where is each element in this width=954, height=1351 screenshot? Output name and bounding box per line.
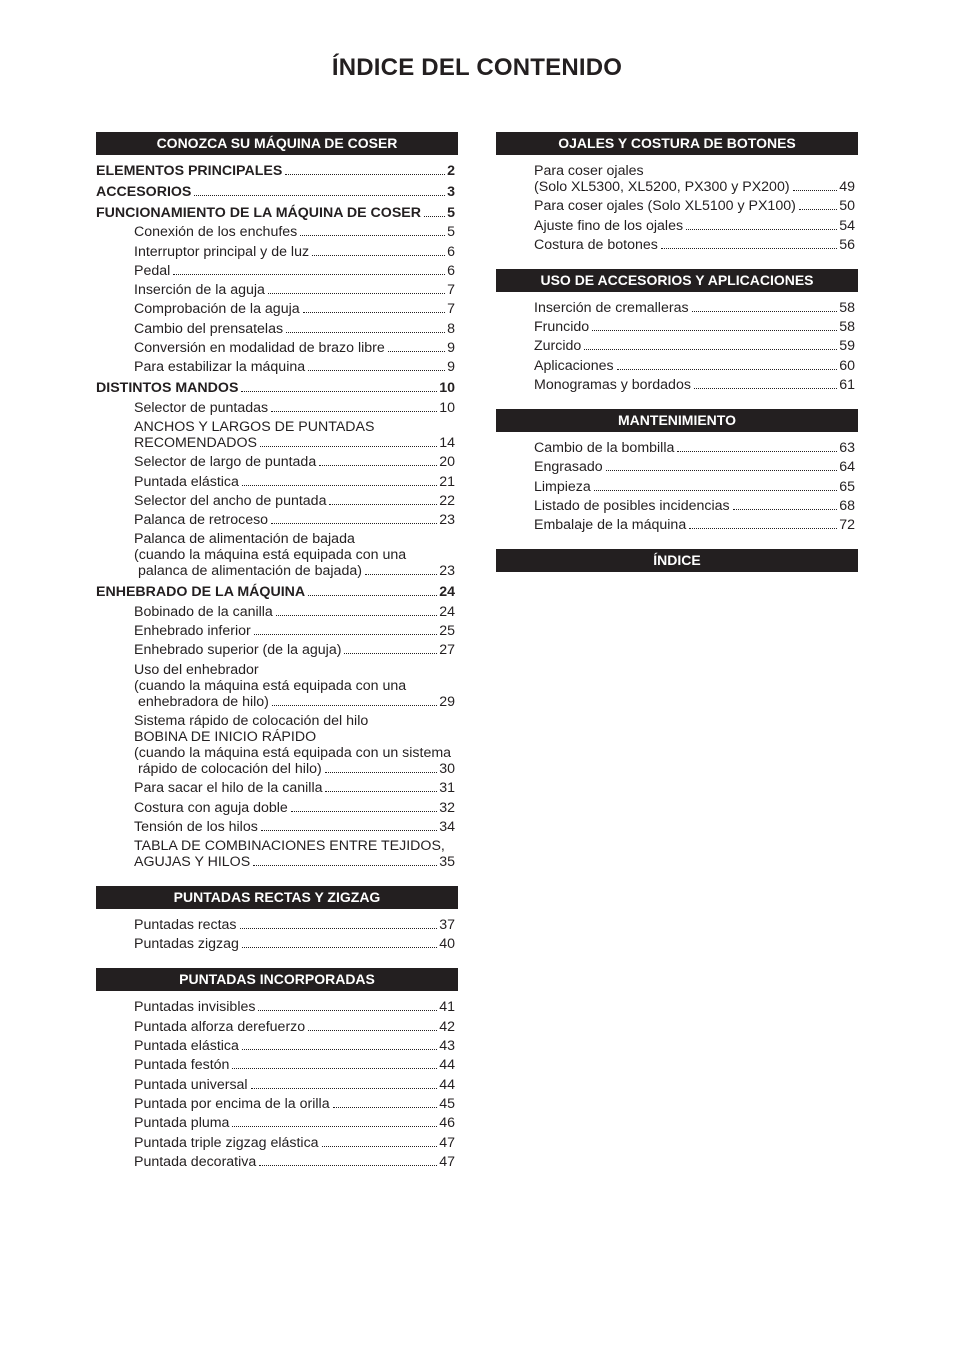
toc-entry[interactable] — [96, 282, 458, 298]
toc-page-number: 30 — [439, 760, 455, 777]
dot-leader — [240, 928, 438, 929]
toc-entry-label: Zurcido — [534, 338, 582, 355]
toc-page-number: 29 — [439, 693, 455, 710]
toc-entry-label: Cambio de la bombilla — [534, 440, 675, 457]
toc-entry[interactable] — [96, 854, 458, 870]
toc-entry[interactable] — [96, 1135, 458, 1151]
toc-entry-label: Interruptor principal y de luz — [134, 243, 310, 260]
toc-entry[interactable] — [96, 694, 458, 710]
dot-leader — [232, 1126, 437, 1127]
dot-leader — [677, 451, 837, 452]
dot-leader — [365, 574, 437, 575]
toc-page-number: 40 — [439, 936, 455, 953]
toc-section-uso-de-accesorios-y-aplicaciones — [496, 269, 858, 393]
toc-entry-label: Limpieza — [534, 478, 591, 495]
dot-leader — [424, 216, 445, 217]
toc-entry-label: Palanca de retroceso — [134, 512, 269, 529]
toc-page-number: 50 — [839, 198, 855, 215]
dot-leader — [232, 1068, 437, 1069]
toc-entry[interactable] — [496, 179, 858, 195]
toc-entry-label: Puntada elástica — [134, 1038, 239, 1055]
toc-entry-label: Puntadas zigzag — [134, 936, 239, 953]
toc-page-number: 41 — [439, 999, 455, 1016]
dot-leader — [276, 615, 437, 616]
toc-entry[interactable] — [496, 198, 858, 214]
dot-leader — [259, 1165, 437, 1166]
toc-entry[interactable] — [496, 440, 858, 456]
section-heading: PUNTADAS INCORPORADAS — [96, 968, 458, 991]
toc-entry-text: (cuando la máquina está equipada con una — [134, 547, 407, 564]
dot-leader — [694, 388, 837, 389]
toc-entry-label: Embalaje de la máquina — [534, 517, 687, 534]
toc-entry[interactable] — [496, 319, 858, 335]
toc-page-number: 20 — [439, 454, 455, 471]
toc-entry-text: TABLA DE COMBINACIONES ENTRE TEJIDOS, — [134, 838, 445, 855]
toc-section-puntadas-rectas-y-zigzag — [96, 886, 458, 952]
dot-leader — [661, 248, 837, 249]
toc-entry[interactable] — [96, 819, 458, 835]
toc-section-conozca-su-maquina-de-coser — [96, 132, 458, 870]
toc-entry-label: Aplicaciones — [534, 357, 614, 374]
dot-leader — [793, 190, 838, 191]
dot-leader — [173, 274, 445, 275]
toc-page-number: 5 — [447, 224, 455, 241]
dot-leader — [271, 523, 437, 524]
toc-entry[interactable] — [96, 380, 458, 396]
dot-leader — [329, 504, 437, 505]
toc-page-number: 24 — [439, 584, 455, 601]
toc-entry[interactable] — [96, 1038, 458, 1054]
toc-page-number: 46 — [439, 1115, 455, 1132]
toc-page-number: 59 — [839, 338, 855, 355]
toc-entry[interactable] — [496, 479, 858, 495]
toc-entry-text: (cuando la máquina está equipada con una — [134, 677, 407, 694]
toc-entry[interactable] — [496, 218, 858, 234]
dot-leader — [308, 370, 445, 371]
toc-page-number: 35 — [439, 854, 455, 871]
toc-entry-label: Enhebrado inferior — [134, 623, 251, 640]
toc-entry-label: Ajuste fino de los ojales — [534, 217, 684, 234]
toc-entry-label: Para sacar el hilo de la canilla — [134, 780, 323, 797]
dot-leader — [325, 772, 438, 773]
dot-leader — [242, 947, 437, 948]
toc-entry-label: RECOMENDADOS — [134, 434, 257, 451]
toc-page-number: 37 — [439, 917, 455, 934]
toc-page-number: 72 — [839, 517, 855, 534]
toc-entry-label: Inserción de cremalleras — [534, 299, 689, 316]
toc-entry-label: Puntadas invisibles — [134, 999, 256, 1016]
dot-leader — [308, 1030, 437, 1031]
dot-leader — [300, 235, 445, 236]
toc-page-number: 6 — [447, 262, 455, 279]
toc-entry-label: Listado de posibles incidencias — [534, 497, 730, 514]
toc-entry-label: Cambio del prensatelas — [134, 320, 284, 337]
dot-leader — [733, 509, 838, 510]
toc-entry-text: Para coser ojales — [534, 163, 644, 179]
toc-entry[interactable] — [96, 205, 458, 221]
toc-entry[interactable] — [96, 340, 458, 356]
toc-page-number: 45 — [439, 1095, 455, 1112]
toc-entry[interactable] — [96, 563, 458, 579]
toc-entry[interactable] — [96, 936, 458, 952]
toc-page-number: 58 — [839, 319, 855, 336]
toc-entry[interactable] — [96, 493, 458, 509]
toc-entry[interactable] — [96, 1077, 458, 1093]
toc-entry-label: Engrasado — [534, 459, 603, 476]
section-heading: CONOZCA SU MÁQUINA DE COSER — [96, 132, 458, 155]
dot-leader — [594, 490, 837, 491]
dot-leader — [260, 446, 437, 447]
dot-leader — [272, 705, 437, 706]
toc-entry[interactable] — [96, 604, 458, 620]
toc-entry[interactable] — [496, 377, 858, 393]
toc-entry-label: Puntada pluma — [134, 1115, 230, 1132]
dot-leader — [617, 369, 838, 370]
toc-entry-label: Puntada triple zigzag elástica — [134, 1134, 319, 1151]
dot-leader — [325, 791, 437, 792]
toc-entry-label: Selector de puntadas — [134, 399, 269, 416]
toc-entry-label: Puntada universal — [134, 1076, 248, 1093]
toc-entry-label: ELEMENTOS PRINCIPALES — [96, 163, 283, 179]
dot-leader — [692, 311, 838, 312]
toc-entry[interactable] — [96, 800, 458, 816]
toc-page-number: 7 — [447, 282, 455, 299]
toc-entry-text: BOBINA DE INICIO RÁPIDO — [134, 728, 317, 745]
dot-leader — [194, 195, 445, 196]
dot-leader — [242, 485, 437, 486]
toc-page-number: 25 — [439, 623, 455, 640]
toc-entry[interactable] — [96, 1154, 458, 1170]
toc-page-number: 68 — [839, 497, 855, 514]
toc-entry[interactable] — [496, 459, 858, 475]
dot-leader — [344, 653, 437, 654]
toc-entry[interactable] — [96, 163, 458, 179]
section-heading: ÍNDICE — [496, 549, 858, 572]
toc-entry[interactable] — [96, 999, 458, 1015]
toc-entry-text: ANCHOS Y LARGOS DE PUNTADAS — [134, 418, 375, 435]
page-title: ÍNDICE DEL CONTENIDO — [331, 54, 623, 81]
toc-page-number: 23 — [439, 512, 455, 529]
toc-page-number: 56 — [839, 236, 855, 253]
toc-entry-label: Fruncido — [534, 319, 590, 336]
toc-section-mantenimiento — [496, 409, 858, 533]
toc-entry-label: Costura con aguja doble — [134, 799, 288, 816]
toc-entry-label: Puntadas rectas — [134, 917, 237, 934]
toc-page-number: 8 — [447, 320, 455, 337]
toc-section-ojales-y-costura-de-botones — [496, 132, 858, 253]
toc-entry-label: Bobinado de la canilla — [134, 603, 273, 620]
toc-entry[interactable] — [496, 517, 858, 533]
section-heading: OJALES Y COSTURA DE BOTONES — [496, 132, 858, 155]
toc-entry-label: FUNCIONAMIENTO DE LA MÁQUINA DE COSER — [96, 205, 422, 221]
toc-page-number: 32 — [439, 799, 455, 816]
toc-entry[interactable] — [96, 780, 458, 796]
toc-page-number: 65 — [839, 478, 855, 495]
toc-page-number: 44 — [439, 1057, 455, 1074]
toc-page-number: 24 — [439, 603, 455, 620]
toc-entry-label: Selector del ancho de puntada — [134, 492, 327, 509]
toc-entry-label: Selector de largo de puntada — [134, 454, 317, 471]
dot-leader — [689, 528, 837, 529]
toc-page-number: 3 — [447, 184, 455, 200]
dot-leader — [799, 209, 837, 210]
toc-page-number: 27 — [439, 642, 455, 659]
dot-leader — [258, 1010, 437, 1011]
dot-leader — [241, 391, 437, 392]
toc-entry-text: Uso del enhebrador — [134, 661, 259, 678]
toc-entry[interactable] — [96, 1019, 458, 1035]
toc-page-number: 49 — [839, 179, 855, 195]
toc-page-number: 60 — [839, 357, 855, 374]
dot-leader — [286, 332, 445, 333]
toc-entry[interactable] — [96, 623, 458, 639]
toc-right-column — [496, 132, 858, 588]
dot-leader — [271, 411, 437, 412]
toc-page-number: 61 — [839, 377, 855, 394]
dot-leader — [261, 830, 437, 831]
toc-entry[interactable] — [96, 321, 458, 337]
toc-entry-label: Monogramas y bordados — [534, 377, 691, 394]
dot-leader — [285, 174, 445, 175]
toc-page-number: 64 — [839, 459, 855, 476]
toc-entry-label: Puntada por encima de la orilla — [134, 1095, 330, 1112]
toc-entry-text: (cuando la máquina está equipada con un sistema — [134, 744, 452, 761]
dot-leader — [291, 811, 437, 812]
toc-entry[interactable] — [496, 358, 858, 374]
toc-entry-text: Sistema rápido de colocación del hilo — [134, 712, 369, 729]
dot-leader — [388, 351, 445, 352]
toc-entry[interactable] — [496, 300, 858, 316]
toc-page-number: 63 — [839, 440, 855, 457]
toc-entry-label: Costura de botones — [534, 236, 658, 253]
toc-entry[interactable] — [496, 338, 858, 354]
section-heading: PUNTADAS RECTAS Y ZIGZAG — [96, 886, 458, 909]
dot-leader — [308, 595, 437, 596]
toc-entry-label: Puntada decorativa — [134, 1153, 257, 1170]
toc-entry-text: Palanca de alimentación de bajada — [134, 531, 355, 548]
dot-leader — [686, 229, 837, 230]
toc-entry[interactable] — [96, 454, 458, 470]
dot-leader — [322, 1146, 438, 1147]
toc-entry[interactable] — [96, 435, 458, 451]
toc-entry[interactable] — [96, 301, 458, 317]
toc-entry[interactable] — [96, 1115, 458, 1131]
dot-leader — [312, 255, 445, 256]
toc-entry[interactable] — [496, 498, 858, 514]
toc-entry-label: Conexión de los enchufes — [134, 224, 298, 241]
toc-entry-label: Puntada alforza derefuerzo — [134, 1018, 306, 1035]
toc-entry-label: enhebradora de hilo) — [134, 693, 269, 710]
toc-entry-label: Puntada elástica — [134, 473, 239, 490]
toc-entry[interactable] — [96, 400, 458, 416]
toc-entry[interactable] — [96, 512, 458, 528]
toc-entry-label: Enhebrado superior (de la aguja) — [134, 642, 342, 659]
toc-entry-label: ENHEBRADO DE LA MÁQUINA — [96, 584, 306, 601]
toc-entry[interactable] — [96, 642, 458, 658]
dot-leader — [254, 634, 437, 635]
dot-leader — [319, 465, 437, 466]
dot-leader — [584, 349, 837, 350]
dot-leader — [606, 470, 838, 471]
toc-entry-label: palanca de alimentación de bajada) — [134, 563, 362, 580]
toc-entry-label: Para coser ojales (Solo XL5100 y PX100) — [534, 198, 796, 215]
toc-entry[interactable] — [96, 359, 458, 375]
toc-entry[interactable] — [96, 263, 458, 279]
toc-left-column — [96, 132, 458, 1186]
toc-page-number: 14 — [439, 434, 455, 451]
toc-page-number: 31 — [439, 780, 455, 797]
dot-leader — [242, 1049, 437, 1050]
toc-page-number: 47 — [439, 1153, 455, 1170]
toc-page-number: 23 — [439, 563, 455, 580]
section-heading: MANTENIMIENTO — [496, 409, 858, 432]
dot-leader — [253, 865, 437, 866]
dot-leader — [592, 330, 837, 331]
toc-page-number: 58 — [839, 299, 855, 316]
toc-entry[interactable] — [96, 244, 458, 260]
toc-entry-label: AGUJAS Y HILOS — [134, 854, 251, 871]
dot-leader — [268, 293, 445, 294]
toc-entry[interactable] — [96, 474, 458, 490]
section-heading: USO DE ACCESORIOS Y APLICACIONES — [496, 269, 858, 292]
toc-entry[interactable] — [96, 184, 458, 200]
toc-section-puntadas-incorporadas — [96, 968, 458, 1169]
toc-page-number: 34 — [439, 818, 455, 835]
toc-entry[interactable] — [96, 1057, 458, 1073]
dot-leader — [251, 1088, 438, 1089]
toc-entry-label: Pedal — [134, 262, 171, 279]
toc-entry-label: rápido de colocación del hilo) — [134, 760, 322, 777]
toc-entry-label: Comprobación de la aguja — [134, 301, 300, 318]
toc-page-number: 43 — [439, 1038, 455, 1055]
toc-entry-label: Tensión de los hilos — [134, 818, 258, 835]
toc-entry-label: (Solo XL5300, XL5200, PX300 y PX200) — [534, 179, 790, 195]
toc-page-number: 22 — [439, 492, 455, 509]
toc-entry-label: DISTINTOS MANDOS — [96, 380, 239, 397]
toc-entry-label: Para estabilizar la máquina — [134, 359, 306, 376]
toc-page-number: 6 — [447, 243, 455, 260]
toc-page-number: 21 — [439, 473, 455, 490]
toc-entry[interactable] — [96, 224, 458, 240]
toc-page-number: 54 — [839, 217, 855, 234]
toc-page-number: 47 — [439, 1134, 455, 1151]
dot-leader — [303, 312, 445, 313]
toc-entry-label: ACCESORIOS — [96, 184, 192, 200]
toc-entry-label: Conversión en modalidad de brazo libre — [134, 340, 385, 357]
toc-page-number: 10 — [439, 380, 455, 397]
toc-page-number: 44 — [439, 1076, 455, 1093]
toc-page-number: 9 — [447, 359, 455, 376]
dot-leader — [333, 1107, 438, 1108]
toc-page-number: 42 — [439, 1018, 455, 1035]
toc-entry-label: Inserción de la aguja — [134, 282, 265, 299]
toc-section-indice — [496, 549, 858, 572]
toc-page-number: 7 — [447, 301, 455, 318]
toc-page-number: 5 — [447, 205, 455, 221]
toc-entry[interactable] — [96, 584, 458, 600]
toc-entry[interactable] — [96, 917, 458, 933]
toc-entry[interactable] — [96, 761, 458, 777]
toc-page-number: 9 — [447, 340, 455, 357]
toc-entry-label: Puntada festón — [134, 1057, 230, 1074]
toc-entry[interactable] — [96, 1096, 458, 1112]
toc-page-number: 10 — [439, 399, 455, 416]
toc-entry[interactable] — [496, 237, 858, 253]
toc-page-number: 2 — [447, 163, 455, 179]
